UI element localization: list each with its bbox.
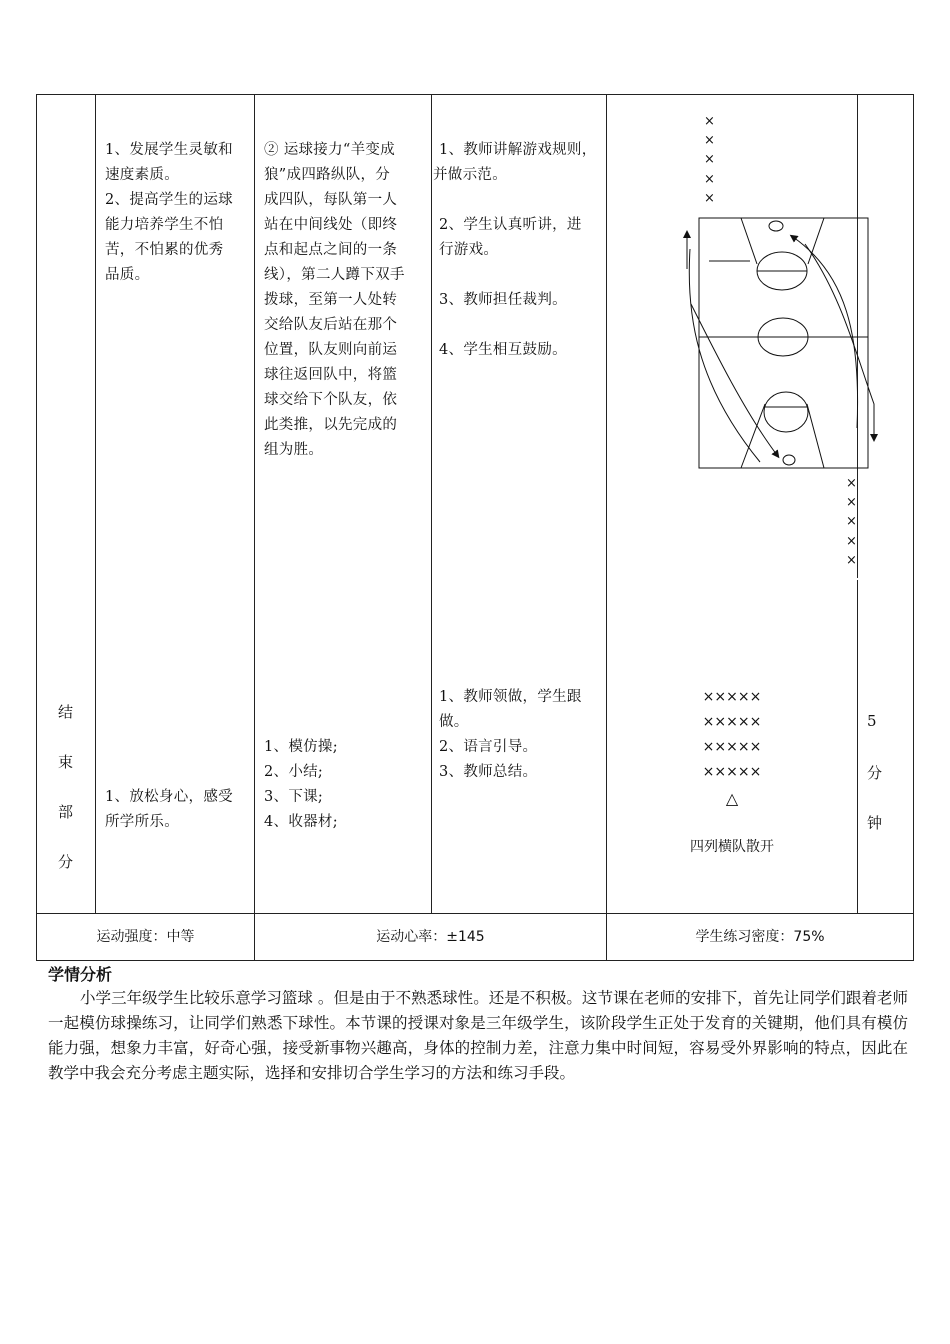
- objective-line: 1、发展学生灵敏和: [105, 142, 233, 158]
- formation-row: ×××××: [702, 689, 762, 705]
- content-line: 位置，队友则向前运: [264, 342, 398, 358]
- student-mark: ×: [704, 172, 715, 187]
- student-mark: ×: [846, 534, 857, 549]
- method-line: 4、学生相互鼓励。: [439, 342, 567, 358]
- heart-rate: 运动心率：±145: [376, 929, 485, 945]
- content-line: 3、下课;: [264, 789, 324, 805]
- analysis-body: [48, 986, 908, 1086]
- objective-line: 品质。: [105, 267, 150, 283]
- content-line: 站在中间线处（即终: [264, 217, 398, 233]
- content-line: ② 运球接力“羊变成: [264, 142, 396, 158]
- top-key-left: [741, 218, 757, 264]
- top-basket: [769, 221, 783, 231]
- section-label-char: 分: [58, 853, 74, 871]
- student-mark: ×: [846, 495, 857, 510]
- practice-density: 学生练习密度：75%: [695, 929, 825, 945]
- content-line: 点和起点之间的一条: [264, 242, 398, 258]
- content-line: 线），第二人蹲下双手: [264, 267, 405, 283]
- bottom-key-right: [807, 404, 824, 468]
- formation-row: ×××××: [702, 714, 762, 730]
- arrow-left-long: [689, 249, 760, 462]
- objective-line: 1、放松身心，感受: [105, 789, 233, 805]
- content-line: 4、收器材;: [264, 814, 338, 830]
- arrow-right-down: [805, 244, 874, 438]
- method-line: 1、教师讲解游戏规则，: [439, 142, 597, 158]
- student-mark: ×: [704, 133, 715, 148]
- content-line: 球往返回队中，将篮: [264, 367, 398, 383]
- student-mark: ×: [846, 476, 857, 491]
- content-line: 交给队友后站在那个: [264, 317, 398, 333]
- method-line: 2、语言引导。: [439, 739, 538, 755]
- analysis-title: 学情分析: [48, 965, 113, 984]
- student-mark: ×: [704, 191, 715, 206]
- student-mark: ×: [846, 553, 857, 568]
- method-line: 3、教师担任裁判。: [439, 292, 567, 308]
- method-line: 做。: [439, 714, 469, 730]
- objective-line: 苦，不怕累的优秀: [105, 242, 224, 258]
- objective-line: 2、提高学生的运球: [105, 192, 233, 208]
- bottom-free-throw-circle: [764, 392, 808, 432]
- content-line: 此类推，以先完成的: [264, 417, 398, 433]
- analysis-text: 小学三年级学生比较乐意学习篮球 。但是由于不熟悉球性。还是不积极。这节课在老师的安排下，首先让同学们跟着老师一起模仿球操练习，让同学们熟悉下球性。本节课的授课对象是三年级学生，该阶段学生正处于发育的关键期，他们具有模仿能力强，想象力丰富，好奇心强，接受新事物兴趣高，身体的控制力差，注意力集中时间短，容易受外界影响的特点，因此在教学中我会充分考虑主题实际，选择和安排切合学生学习的方法和练习手段。: [48, 989, 908, 1082]
- teacher-symbol: △: [725, 789, 739, 808]
- formation-row: ×××××: [702, 764, 762, 780]
- content-line: 球交给下个队友，依: [264, 392, 398, 408]
- student-mark: ×: [846, 514, 857, 529]
- time-char: 钟: [867, 814, 883, 832]
- bottom-basket: [783, 455, 795, 465]
- objective-line: 速度素质。: [105, 167, 179, 183]
- objective-line: 能力培养学生不怕: [105, 217, 224, 233]
- content-line: 1、模仿操;: [264, 739, 338, 755]
- formation-caption: 四列横队散开: [690, 839, 774, 855]
- time-char: 分: [867, 764, 883, 782]
- formation-row: ×××××: [702, 739, 762, 755]
- section-label-char: 束: [58, 753, 74, 771]
- section-label-char: 结: [58, 703, 74, 721]
- content-line: 组为胜。: [264, 442, 324, 458]
- method-line: 行游戏。: [439, 242, 499, 258]
- method-line: 3、教师总结。: [439, 764, 538, 780]
- time-char: 5: [867, 712, 877, 730]
- method-line: 1、教师领做，学生跟: [439, 689, 582, 705]
- content-line: 2、小结;: [264, 764, 324, 780]
- objective-line: 所学所乐。: [105, 814, 179, 830]
- method-line: 并做示范。: [433, 167, 507, 183]
- exercise-intensity: 运动强度：中等: [96, 929, 195, 945]
- arrow-left-diagonal: [691, 304, 777, 455]
- section-label-char: 部: [58, 803, 74, 821]
- content-line: 成四队，每队第一人: [264, 192, 398, 208]
- court-outline: [699, 218, 868, 468]
- method-line: 2、学生认真听讲，进: [439, 217, 582, 233]
- content-line: 拨球，至第一人处转: [264, 292, 398, 308]
- content-line: 狼”成四路纵队，分: [264, 167, 391, 183]
- student-mark: ×: [704, 114, 715, 129]
- bottom-key-left: [741, 404, 765, 468]
- student-mark: ×: [704, 152, 715, 167]
- basketball-court-diagram: [676, 214, 886, 472]
